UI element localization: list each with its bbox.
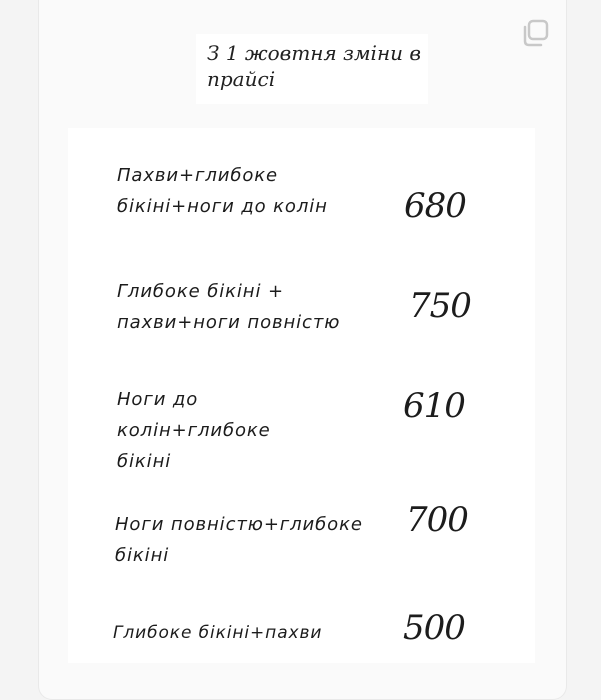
post-heading: З 1 жовтня зміни в прайсі <box>207 41 421 91</box>
price-item-name: Ноги до колін+глибоке бікіні <box>117 389 271 472</box>
price-item-value: 610 <box>403 386 465 426</box>
copy-icon[interactable] <box>520 18 550 48</box>
price-item-name: Пахви+глибоке бікіні+ноги до колін <box>117 165 328 217</box>
price-item-name: Глибоке бікіні+пахви <box>113 623 323 643</box>
price-item-name: Ноги повністю+глибоке бікіні <box>115 514 363 566</box>
price-item-value: 680 <box>404 186 466 226</box>
price-item-name: Глибоке бікіні + пахви+ноги повністю <box>117 281 341 333</box>
price-item-value: 700 <box>406 500 468 540</box>
price-item-value: 500 <box>403 608 465 648</box>
price-item-value: 750 <box>409 286 471 326</box>
